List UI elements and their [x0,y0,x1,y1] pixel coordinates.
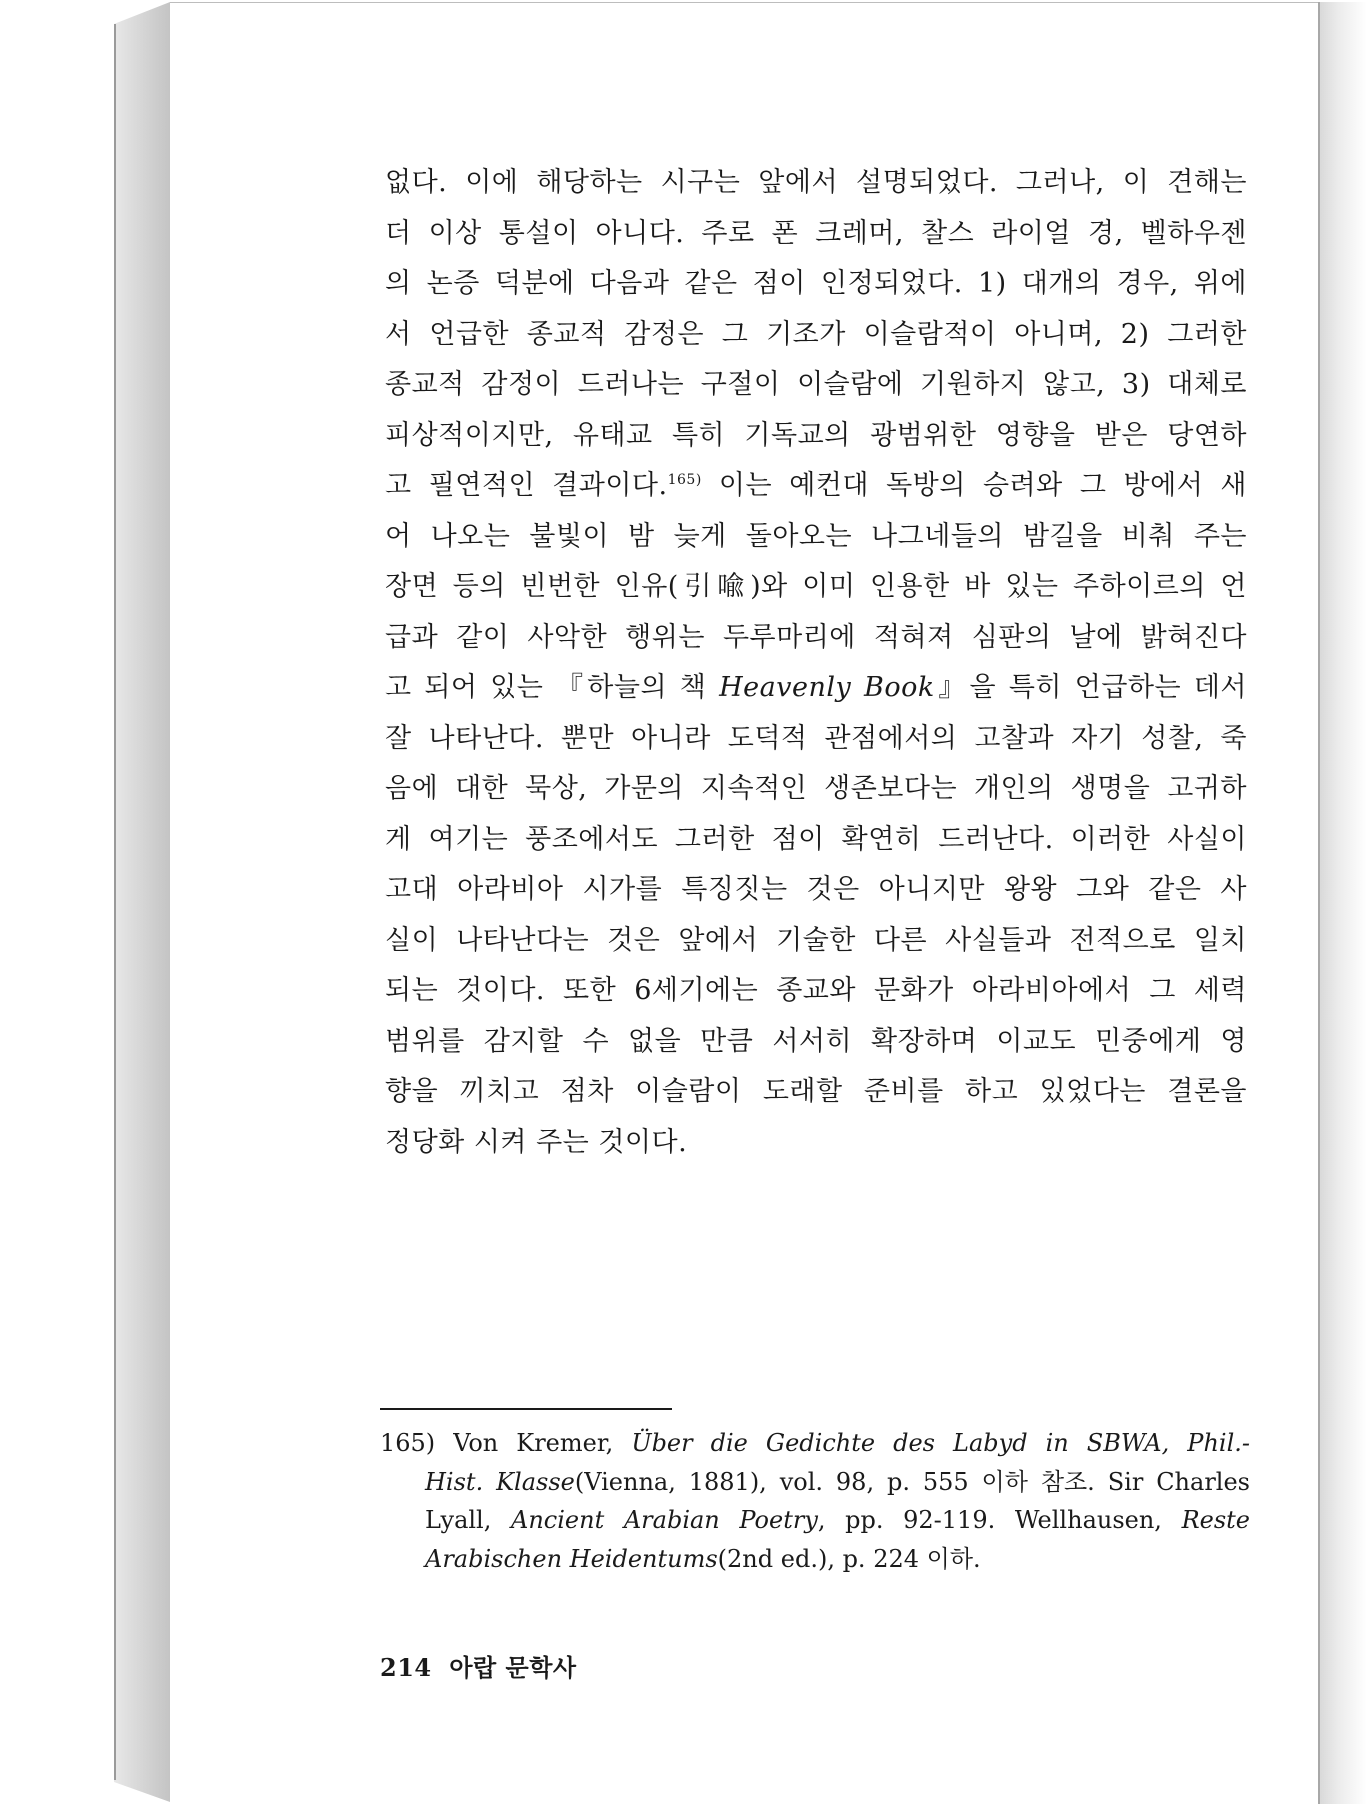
footnote-segment: Lyall, [425,1506,511,1534]
footnote-line [380,1501,1250,1540]
text-line: 어 나오는 불빛이 밤 늦게 돌아오는 나그네들의 밤길을 비춰 주는 [385,520,1247,552]
footnote-line [380,1463,1250,1502]
text-line: 종교적 감정이 드러나는 구절이 이슬람에 기원하지 않고, 3) 대체로 [385,369,1247,400]
footnote-italic: Arabischen Heidentums [425,1544,718,1573]
footnote-segment: (Vienna, 1881), vol. 98, p. 555 이하 참조. Sir Charles [574,1467,1250,1496]
book-title-italic: Heavenly Book [719,672,935,703]
text-line: 잘 나타난다. 뿐만 아니라 도덕적 관점에서의 고찰과 자기 성찰, 죽 [385,722,1247,754]
text-line [385,461,1247,512]
text-line: 장면 등의 빈번한 인유(引喩)와 이미 인용한 바 있는 주하이르의 언 [385,571,1247,602]
text-line: 향을 끼치고 점차 이슬람이 도래할 준비를 하고 있었다는 결론을 [385,1076,1247,1107]
footnote-italic: Hist. Klasse [425,1467,575,1496]
footnote [380,1424,1250,1578]
text-line: 되는 것이다. 또한 6세기에는 종교와 문화가 아라비아에서 그 세력 [385,975,1247,1006]
body-text [385,158,1247,1168]
text-segment: 이는 예컨대 독방의 승려와 그 방에서 새 [701,470,1247,501]
text-line: 음에 대한 묵상, 가문의 지속적인 생존보다는 개인의 생명을 고귀하 [385,773,1247,804]
text-line: 범위를 감지할 수 없을 만큼 서서히 확장하며 이교도 민중에게 영 [385,1025,1247,1057]
text-segment: 고 되어 있는 『하늘의 책 [385,672,720,703]
text-line: 정당화 시켜 주는 것이다. [385,1126,688,1158]
text-line: 게 여기는 풍조에서도 그러한 점이 확연히 드러난다. 이러한 사실이 [385,823,1247,855]
page-right-shadow [1320,2,1367,1804]
book-spine [114,2,170,1802]
text-line: 피상적이지만, 유태교 특히 기독교의 광범위한 영향을 받은 당연하 [385,419,1247,451]
footnote-divider [380,1408,672,1410]
footnote-line [380,1424,1250,1463]
footnote-italic: Reste [1181,1506,1250,1534]
footnote-segment: 165) Von Kremer, [380,1429,632,1457]
text-line: 더 이상 통설이 아니다. 주로 폰 크레머, 찰스 라이얼 경, 벨하우젠 [385,217,1247,249]
footnote-reference: 165) [667,472,702,488]
page-footer [380,1648,577,1683]
text-line: 의 논증 덕분에 다음과 같은 점이 인정되었다. 1) 대개의 경우, 위에 [385,268,1247,299]
page-number: 214 [380,1653,432,1682]
text-line: 급과 같이 사악한 행위는 두루마리에 적혀져 심판의 날에 밝혀진다 [385,621,1247,653]
text-line [385,663,1247,714]
text-segment: 고 필연적인 결과이다. [385,470,668,501]
running-title: 아랍 문학사 [449,1653,577,1682]
text-line: 서 언급한 종교적 감정은 그 기조가 이슬람적이 아니며, 2) 그러한 [385,318,1247,350]
text-segment: 』을 특히 언급하는 데서 [934,672,1247,703]
footnote-italic: Ancient Arabian Poetry [511,1506,818,1534]
footnote-italic: Über die Gedichte des Labyd in SBWA, Phil.- [631,1429,1251,1457]
footnote-line [380,1540,1250,1579]
text-line: 실이 나타난다는 것은 앞에서 기술한 다른 사실들과 전적으로 일치 [385,924,1247,956]
footnote-segment: , pp. 92-119. Wellhausen, [817,1506,1182,1534]
spine-edge-line [114,24,116,1780]
text-line: 고대 아라비아 시가를 특징짓는 것은 아니지만 왕왕 그와 같은 사 [385,874,1247,905]
footnote-segment: (2nd ed.), p. 224 이하. [717,1544,981,1573]
text-line: 없다. 이에 해당하는 시구는 앞에서 설명되었다. 그러나, 이 견해는 [385,167,1247,198]
